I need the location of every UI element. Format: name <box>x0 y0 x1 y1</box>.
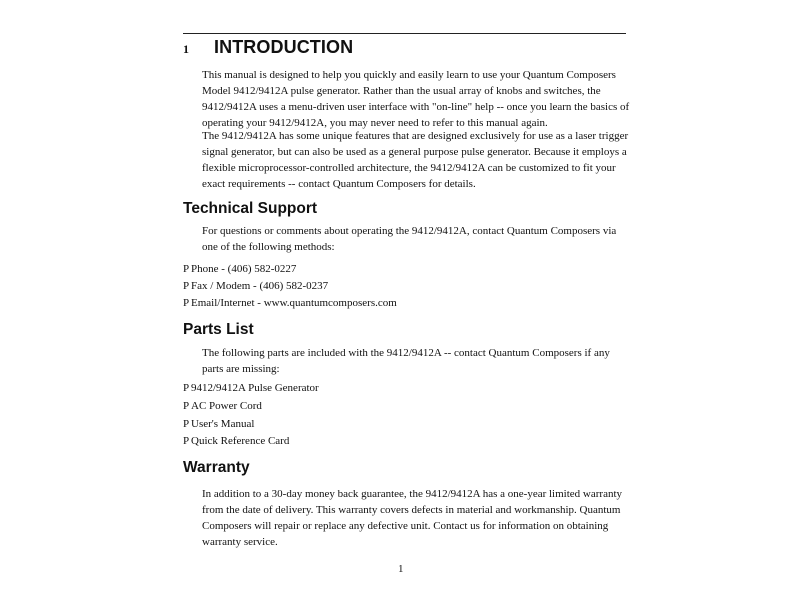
parts-list-item-text: User's Manual <box>191 418 255 430</box>
contact-method-text: Email/Internet - www.quantumcomposers.com <box>191 297 397 309</box>
contact-method <box>183 262 296 276</box>
technical-support-text: For questions or comments about operating the 9412/9412A, contact Quantum Composers via one of the following methods: <box>202 225 617 253</box>
parts-list-item-text: 9412/9412A Pulse Generator <box>191 382 319 394</box>
parts-list-heading: Parts List <box>183 321 254 338</box>
parts-list-item-text: AC Power Cord <box>191 400 262 412</box>
warranty-heading: Warranty <box>183 459 250 476</box>
chapter-number: 1 <box>183 42 189 56</box>
parts-list-item-text: Quick Reference Card <box>191 435 290 447</box>
parts-list-text: The following parts are included with the 9412/9412A -- contact Quantum Composers if any parts are missing: <box>202 347 610 375</box>
parts-list-item <box>183 399 262 413</box>
chapter-title: INTRODUCTION <box>214 37 354 57</box>
contact-method <box>183 279 328 293</box>
parts-list-item <box>183 434 289 448</box>
check-bullet-icon: P <box>183 263 190 275</box>
intro-paragraph: This manual is designed to help you quickly and easily learn to use your Quantum Composers Model 9412/9412A pulse generator. Rather than the usual array of knobs and switches, the 9412/9412A uses a menu-driven user interface with "on-line" help -- once you learn the basics of operating your 9412/9412A, you may never need to refer to this manual again. <box>202 69 630 129</box>
chapter-heading <box>183 37 353 59</box>
check-bullet-icon: P <box>183 297 190 309</box>
check-bullet-icon: P <box>183 400 190 412</box>
check-bullet-icon: P <box>183 382 190 394</box>
check-bullet-icon: P <box>183 418 190 430</box>
technical-support-heading: Technical Support <box>183 200 318 217</box>
page-number: 1 <box>398 563 404 575</box>
contact-method <box>183 296 397 310</box>
parts-list-item <box>183 417 254 431</box>
intro-paragraph: The 9412/9412A has some unique features that are designed exclusively for use as a laser trigger signal generator, but can also be used as a general purpose pulse generator. Because it employs a flexible microprocessor-controlled architecture, the 9412/9412A can be customized to fit your exact requirements -- contact Quantum Composers for details. <box>202 130 629 190</box>
check-bullet-icon: P <box>183 280 190 292</box>
contact-method-text: Fax / Modem - (406) 582-0237 <box>191 280 329 292</box>
warranty-text: In addition to a 30-day money back guarantee, the 9412/9412A has a one-year limited warranty from the date of delivery. This warranty covers defects in material and workmanship. Quantum Composers will repair or replace any defective unit. Contact us for information on obtaining warranty service. <box>202 488 623 548</box>
check-bullet-icon: P <box>183 435 190 447</box>
parts-list-item <box>183 381 319 395</box>
contact-method-text: Phone - (406) 582-0227 <box>191 263 297 275</box>
top-rule <box>183 33 626 34</box>
